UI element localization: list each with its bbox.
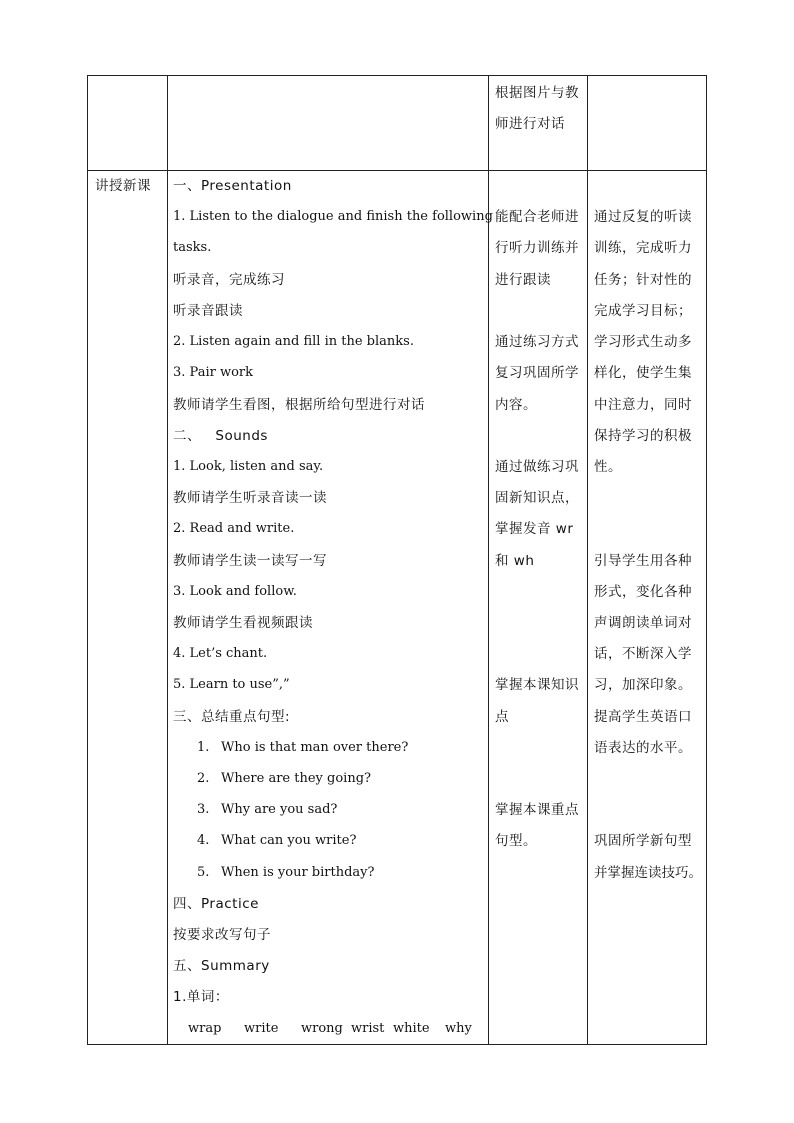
intent-line: 样化，使学生集 [594, 365, 692, 381]
content-line: 按要求改写句子 [173, 927, 271, 943]
intent-line: 巩固所学新句型 [594, 833, 692, 849]
activity-line: 固新知识点， [495, 490, 579, 506]
sentence-number: 5. [197, 865, 210, 880]
content-line: 1. Listen to the dialogue and finish the following [173, 209, 493, 224]
content-line: 3. Pair work [173, 365, 253, 380]
sentence-text: Why are you sad? [221, 802, 338, 817]
intent-line: 保持学习的积极 [594, 428, 692, 444]
table-border-top [87, 75, 707, 76]
intent-line: 习，加深印象。 [594, 677, 692, 693]
summary-word: write [244, 1021, 279, 1036]
content-line: 五、Summary [173, 958, 270, 974]
content-line: 二、 Sounds [173, 428, 268, 444]
content-line: 听录音跟读 [173, 303, 243, 319]
intent-line: 话，不断深入学 [594, 646, 692, 662]
intent-line: 通过反复的听读 [594, 209, 692, 225]
activity-line: 复习巩固所学 [495, 365, 579, 381]
sentence-text: When is your birthday? [221, 865, 375, 880]
intent-line: 学习形式生动多 [594, 334, 692, 350]
sentence-number: 3. [197, 802, 210, 817]
row-divider [87, 170, 707, 171]
table-border-bottom [87, 1044, 707, 1045]
summary-word: wrong [301, 1021, 343, 1036]
content-line: 教师请学生听录音读一读 [173, 490, 327, 506]
summary-word: white [393, 1021, 430, 1036]
sentence-number: 2. [197, 771, 210, 786]
intent-line: 提高学生英语口 [594, 709, 692, 725]
content-line: 2. Read and write. [173, 521, 295, 536]
intent-line: 中注意力，同时 [594, 397, 692, 413]
content-line: tasks. [173, 240, 212, 255]
table-border-right [706, 75, 707, 1045]
sentence-text: Who is that man over there? [221, 740, 409, 755]
content-line: 4. Let’s chant. [173, 646, 268, 661]
content-line: 教师请学生看视频跟读 [173, 615, 313, 631]
content-line: 5. Learn to use”,” [173, 677, 290, 692]
intent-line: 完成学习目标； [594, 303, 692, 319]
activity-line: 点 [495, 709, 509, 725]
sentence-number: 1. [197, 740, 210, 755]
intent-line: 性。 [594, 459, 622, 475]
sentence-number: 4. [197, 833, 210, 848]
column-divider-1 [167, 75, 168, 1045]
intent-line: 训练，完成听力 [594, 240, 692, 256]
content-line: 一、Presentation [173, 178, 292, 194]
lesson-plan-table [87, 75, 707, 1045]
content-line: 2. Listen again and fill in the blanks. [173, 334, 414, 349]
content-line: 3. Look and follow. [173, 584, 297, 599]
activity-line: 掌握本课知识 [495, 677, 579, 693]
activity-line: 内容。 [495, 397, 537, 413]
content-line: 四、Practice [173, 896, 259, 912]
intent-line: 任务；针对性的 [594, 272, 692, 288]
activity-line: 掌握发音 wr [495, 521, 574, 537]
column-divider-3 [587, 75, 588, 1045]
intent-line: 声调朗读单词对 [594, 615, 692, 631]
activity-line: 句型。 [495, 833, 537, 849]
content-line: 听录音，完成练习 [173, 272, 285, 288]
summary-word: why [445, 1021, 472, 1036]
intent-line: 并掌握连读技巧。 [594, 865, 702, 881]
row0-activity-line: 师进行对话 [495, 116, 565, 132]
intent-line: 语表达的水平。 [594, 740, 692, 756]
activity-line: 通过练习方式 [495, 334, 579, 350]
intent-line: 引导学生用各种 [594, 553, 692, 569]
content-line: 教师请学生读一读写一写 [173, 553, 327, 569]
row0-activity-line: 根据图片与教 [495, 85, 579, 101]
sentence-text: What can you write? [221, 833, 357, 848]
table-border-left [87, 75, 88, 1045]
section-label: 讲授新课 [95, 178, 151, 194]
summary-word: wrist [351, 1021, 385, 1036]
intent-line: 形式，变化各种 [594, 584, 692, 600]
content-line: 1. Look, listen and say. [173, 459, 324, 474]
content-line: 1.单词： [173, 989, 229, 1005]
activity-line: 能配合老师进 [495, 209, 579, 225]
activity-line: 掌握本课重点 [495, 802, 579, 818]
activity-line: 行听力训练并 [495, 240, 579, 256]
summary-word: wrap [188, 1021, 222, 1036]
content-line: 三、总结重点句型: [173, 709, 291, 725]
content-line: 教师请学生看图，根据所给句型进行对话 [173, 397, 425, 413]
activity-line: 和 wh [495, 553, 535, 569]
activity-line: 通过做练习巩 [495, 459, 579, 475]
sentence-text: Where are they going? [221, 771, 371, 786]
activity-line: 进行跟读 [495, 272, 551, 288]
